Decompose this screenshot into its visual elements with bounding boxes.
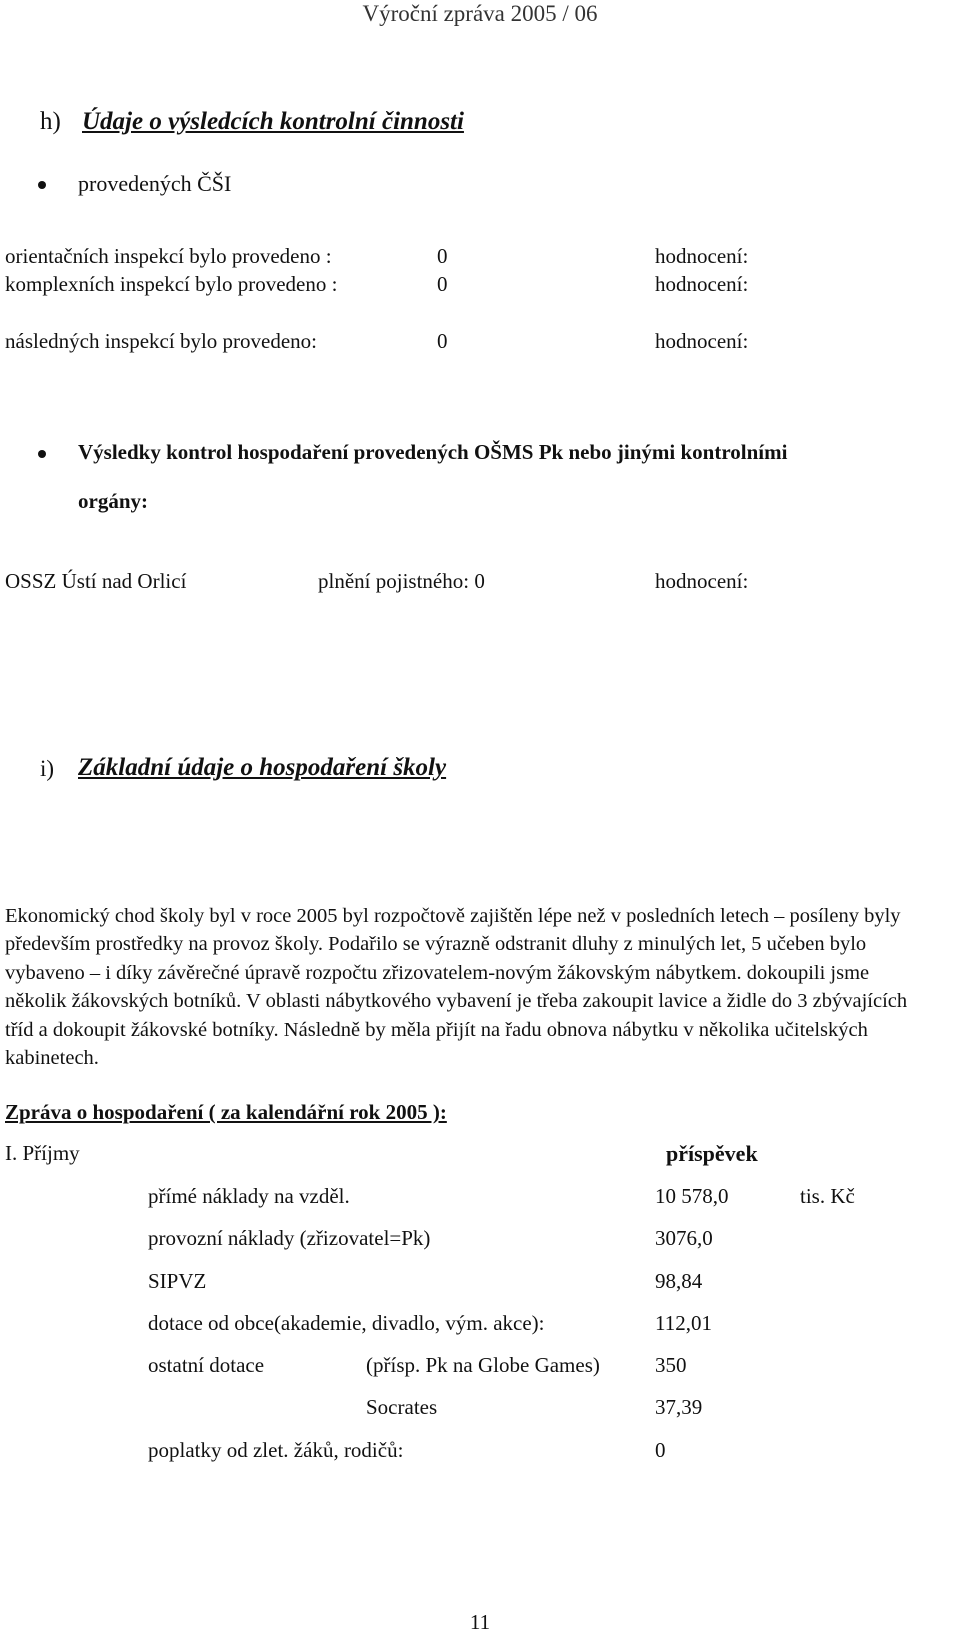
economic-paragraph: Ekonomický chod školy byl v roce 2005 byl rozpočtově zajištěn lépe než v posledních letech – posíleny byly především prostředky na provoz školy. Podařilo se výrazně odstranit dluhy z minulých let, 5 učeben bylo vybaveno – i díky závěrečné úpravě rozpočtu zřizovatelem-novým žákovským nábytkem. dokoupili jsme několik žákovských botníků. V oblasti nábytkového vybavení je třeba zakoupit lavice a židle do 3 zbývajících tříd a dokoupit žákovské botníky. Následně by měla přijít na řadu obnova nábytku v několika učitelských kabinetech. [5, 905, 908, 1070]
inspection-rating-label: hodnocení: [655, 329, 749, 353]
page-header: Výroční zpráva 2005 / 06 [362, 1, 598, 26]
income-row-value: 112,01 [655, 1311, 712, 1335]
income-row-label: poplatky od zlet. žáků, rodičů: [148, 1438, 404, 1462]
income-label: I. Příjmy [5, 1141, 80, 1165]
income-row-label: ostatní dotace [148, 1353, 265, 1377]
inspection-value: 0 [437, 244, 448, 268]
section-i-marker: i) [40, 756, 55, 781]
subsection-control-results: Výsledky kontrol hospodaření provedených OŠMS Pk nebo jinými kontrolními [78, 440, 788, 464]
income-row-sub: (přísp. Pk na Globe Games) [366, 1353, 600, 1377]
inspection-label: komplexních inspekcí bylo provedeno : [5, 272, 338, 296]
subsection-csi: provedených ČŠI [78, 171, 232, 196]
income-row-label: provozní náklady (zřizovatel=Pk) [148, 1226, 431, 1250]
page-number: 11 [469, 1610, 491, 1634]
bullet-icon [38, 450, 46, 458]
inspection-value: 0 [437, 329, 448, 353]
income-row-label: přímé náklady na vzděl. [148, 1184, 350, 1208]
subsection-control-results-cont: orgány: [78, 489, 148, 513]
inspection-value: 0 [437, 272, 448, 296]
income-row-value: 0 [655, 1438, 666, 1462]
section-h-marker: h) [40, 108, 61, 135]
income-row-label: dotace od obce(akademie, divadlo, vým. akce): [148, 1311, 545, 1335]
ossz-item: plnění pojistného: 0 [318, 569, 485, 593]
ossz-rating-label: hodnocení: [655, 569, 749, 593]
inspection-label: orientačních inspekcí bylo provedeno : [5, 244, 332, 268]
inspection-rating-label: hodnocení: [655, 272, 749, 296]
ossz-label: OSSZ Ústí nad Orlicí [5, 569, 187, 593]
income-row-value: 3076,0 [655, 1226, 713, 1250]
column-header: příspěvek [666, 1141, 758, 1166]
inspection-rating-label: hodnocení: [655, 244, 749, 268]
bullet-icon [38, 181, 46, 189]
report-title: Zpráva o hospodaření ( za kalendářní rok 2005 ): [5, 1100, 447, 1124]
inspection-label: následných inspekcí bylo provedeno: [5, 329, 318, 353]
income-row-label: SIPVZ [148, 1269, 207, 1293]
section-i-title: Základní údaje o hospodaření školy [78, 754, 447, 781]
income-row-value: 37,39 [655, 1395, 703, 1419]
income-row-value: 350 [655, 1353, 687, 1377]
unit-label: tis. Kč [800, 1184, 855, 1208]
income-row-value: 98,84 [655, 1269, 703, 1293]
income-row-sub: Socrates [366, 1395, 438, 1419]
income-row-value: 10 578,0 [655, 1184, 729, 1208]
section-h-title: Údaje o výsledcích kontrolní činnosti [82, 108, 464, 135]
